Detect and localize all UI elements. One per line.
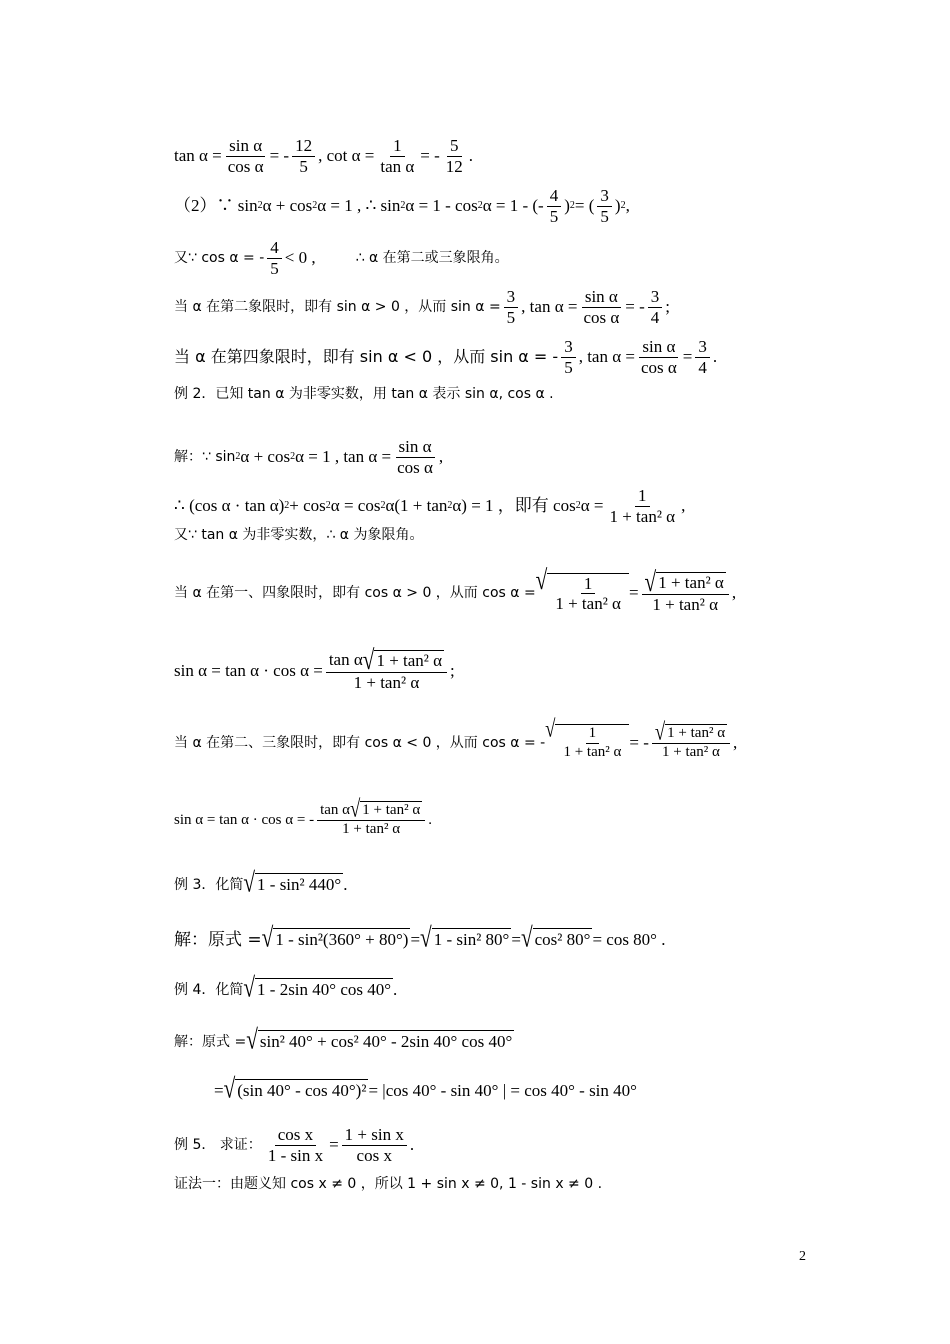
example-4-solution-step2 xyxy=(214,1072,637,1105)
sin-result-negative xyxy=(174,795,432,838)
square-root xyxy=(545,716,629,761)
denominator: 1 + tan² α xyxy=(555,594,621,614)
radical-sign-icon: √ xyxy=(362,644,375,676)
text: + cos xyxy=(289,496,326,516)
fraction xyxy=(326,644,447,692)
fraction xyxy=(342,1125,407,1165)
example-3-solution xyxy=(174,921,666,954)
radical-sign-icon: √ xyxy=(644,566,657,598)
numerator: 3 xyxy=(561,337,576,358)
text: 例 4．化简 xyxy=(174,981,244,998)
proof-method-1 xyxy=(174,1173,602,1195)
square-root xyxy=(261,921,411,954)
text: . xyxy=(343,874,348,894)
numerator: 1 xyxy=(586,725,600,743)
numerator: 1 xyxy=(635,486,650,507)
text: α(1 + tan xyxy=(385,496,448,516)
text: ) xyxy=(614,196,621,216)
text: , xyxy=(731,583,737,603)
example-4-solution-step1 xyxy=(174,1023,514,1056)
text: ∴ α 在第二或三象限角。 xyxy=(355,250,509,267)
example-3-title xyxy=(174,866,348,899)
text: tan α = xyxy=(174,146,222,166)
denominator: 1 + tan² α xyxy=(652,594,718,614)
exponent: 2 xyxy=(257,200,263,212)
example-4-title xyxy=(174,971,398,1004)
exponent: 2 xyxy=(575,500,581,512)
text: = |cos 40° - sin 40° | = cos 40° - sin 40° xyxy=(368,1080,637,1100)
exponent: 2 xyxy=(569,200,575,212)
numerator-text: tan α xyxy=(320,801,350,818)
text: , xyxy=(681,496,686,516)
exponent: 2 xyxy=(290,451,296,463)
numerator: 4 xyxy=(267,238,282,259)
exponent: 2 xyxy=(447,500,453,512)
radicand: 1 + tan² α xyxy=(376,651,443,671)
numerator: cos x xyxy=(275,1125,316,1146)
text: sin α = tan α · cos α = - xyxy=(174,811,315,828)
numerator: sin α xyxy=(226,136,265,157)
radicand: 1 + tan² α xyxy=(667,725,726,741)
text: = xyxy=(329,1135,339,1155)
text: 解：∵ sin xyxy=(174,449,236,466)
radicand: 1 - sin² 440° xyxy=(257,875,342,894)
text: , cot α = xyxy=(318,146,375,166)
text: , tan α = xyxy=(521,297,578,317)
fraction xyxy=(561,337,576,377)
denominator: tan α xyxy=(380,156,415,176)
text: , tan α = xyxy=(578,347,635,367)
square-root xyxy=(246,1023,514,1056)
text: 当 α 在第四象限时，即有 sin α < 0 ，从而 sin α = - xyxy=(174,347,559,367)
fraction xyxy=(443,136,466,176)
square-root xyxy=(520,921,592,954)
text: = - xyxy=(629,732,649,752)
exponent: 2 xyxy=(477,200,483,212)
numerator: 1 + sin x xyxy=(342,1125,407,1146)
numerator: 3 xyxy=(648,287,663,308)
text: ∴ (cos α · tan α) xyxy=(174,496,285,516)
fraction xyxy=(606,486,678,526)
text: 当 α 在第二、三象限时，即有 cos α < 0 ，从而 cos α = - xyxy=(174,734,546,751)
denominator: 5 xyxy=(549,206,559,226)
text: . xyxy=(428,811,432,828)
text: , xyxy=(625,196,630,216)
text: ; xyxy=(665,297,670,317)
denominator: cos α xyxy=(227,156,264,176)
denominator: 1 - sin x xyxy=(267,1145,324,1165)
radical-sign-icon: √ xyxy=(545,716,556,744)
text: α = 1 , tan α = xyxy=(295,447,392,467)
numerator: 12 xyxy=(292,136,315,157)
radicand: 1 - sin² 80° xyxy=(433,930,510,949)
text: = cos 80° . xyxy=(592,929,666,949)
text: 解：原式 = xyxy=(174,929,262,950)
text: = - xyxy=(420,146,440,166)
exponent: 2 xyxy=(400,200,406,212)
radicand: (sin 40° - cos 40°)² xyxy=(237,1081,367,1100)
text: . xyxy=(468,146,474,166)
text: < 0 , xyxy=(284,248,316,268)
denominator: 1 + tan² α xyxy=(662,743,720,760)
text: 例 5． 求证： xyxy=(174,1137,262,1154)
text: = xyxy=(410,929,421,949)
denominator: cos α xyxy=(583,307,620,327)
fraction xyxy=(292,136,315,176)
numerator: sin α xyxy=(582,287,621,308)
exponent: 2 xyxy=(235,451,241,463)
exponent: 2 xyxy=(620,200,626,212)
fraction xyxy=(504,287,519,327)
denominator: 1 + tan² α xyxy=(353,672,420,692)
text: α + cos xyxy=(240,447,291,467)
denominator: 1 + tan² α xyxy=(342,820,401,837)
denominator: 12 xyxy=(445,156,463,176)
exponent: 2 xyxy=(312,200,318,212)
text: = - xyxy=(269,146,290,166)
numerator: 3 xyxy=(695,337,710,358)
case-first-fourth xyxy=(174,563,737,614)
square-root xyxy=(535,563,629,614)
line-second-quadrant xyxy=(174,287,670,327)
page-number: 2 xyxy=(799,1249,806,1264)
text: ) xyxy=(564,196,570,216)
radical-sign-icon: √ xyxy=(654,718,666,746)
text: 又∵ cos α = - xyxy=(174,250,265,267)
text: = xyxy=(214,1080,224,1100)
radical-sign-icon: √ xyxy=(223,1072,236,1105)
text: , xyxy=(438,447,444,467)
radical-sign-icon: √ xyxy=(261,921,274,954)
fraction xyxy=(648,287,663,327)
denominator: 1 + tan² α xyxy=(609,506,676,526)
numerator: 3 xyxy=(597,186,612,207)
example-2-solution-start xyxy=(174,437,443,477)
fraction xyxy=(597,186,612,226)
text: （2）∵ sin xyxy=(174,196,258,216)
text: 当 α 在第二象限时，即有 sin α > 0 ，从而 sin α = xyxy=(174,299,501,316)
denominator: 4 xyxy=(650,307,660,327)
exponent: 2 xyxy=(325,500,331,512)
square-root xyxy=(243,866,343,899)
text: α) = 1 ，即有 cos xyxy=(452,496,576,516)
line-tan-cot xyxy=(174,136,473,176)
square-root xyxy=(243,971,393,1004)
numerator: sin α xyxy=(639,337,678,358)
case-second-third xyxy=(174,716,738,761)
line-fourth-quadrant xyxy=(174,337,717,377)
fraction xyxy=(267,238,282,278)
exponent: 2 xyxy=(284,500,290,512)
numerator: sin α xyxy=(396,437,435,458)
text: α = cos xyxy=(330,496,381,516)
quadrant-note xyxy=(174,524,423,546)
text: 例 3．化简 xyxy=(174,876,244,893)
radical-sign-icon: √ xyxy=(535,563,548,596)
radicand: 1 + tan² α xyxy=(362,802,421,818)
sin-result-positive xyxy=(174,644,455,692)
text: ; xyxy=(450,661,455,681)
fraction xyxy=(265,1125,326,1165)
fraction xyxy=(580,287,622,327)
text: 又∵ tan α 为非零实数，∴ α 为象限角。 xyxy=(174,527,424,543)
denominator: 5 xyxy=(270,258,279,278)
fraction xyxy=(638,337,680,377)
line-part-2 xyxy=(174,186,630,226)
radical-sign-icon: √ xyxy=(243,866,256,899)
denominator: 5 xyxy=(564,357,573,377)
numerator: 1 xyxy=(390,136,405,157)
radical-sign-icon: √ xyxy=(246,1023,258,1056)
denominator: 1 + tan² α xyxy=(563,743,622,760)
radical-sign-icon: √ xyxy=(243,971,256,1004)
text: α + cos xyxy=(262,196,313,216)
radical-sign-icon: √ xyxy=(420,921,432,954)
denominator: 5 xyxy=(299,156,308,176)
text: 当 α 在第一、四象限时，即有 cos α > 0 ，从而 cos α = xyxy=(174,585,536,602)
fraction xyxy=(377,136,417,176)
numerator: 5 xyxy=(447,136,462,157)
fraction xyxy=(225,136,267,176)
fraction xyxy=(547,186,562,226)
radicand: 1 - sin²(360° + 80°) xyxy=(275,930,409,949)
fraction xyxy=(317,795,425,838)
radical-sign-icon: √ xyxy=(520,921,533,954)
denominator: cos α xyxy=(397,457,433,477)
cos-squared-derivation xyxy=(174,486,685,526)
fraction xyxy=(695,337,710,377)
text: α = xyxy=(580,496,604,516)
denominator: 4 xyxy=(698,357,707,377)
denominator: 5 xyxy=(506,307,516,327)
text: sin α = tan α · cos α = xyxy=(174,661,323,681)
text: = xyxy=(682,347,693,367)
text: . xyxy=(712,347,718,367)
line-cos-negative xyxy=(174,238,509,278)
numerator: 3 xyxy=(504,287,519,308)
text: 解：原式 = xyxy=(174,1033,247,1050)
text: α = 1 - (- xyxy=(482,196,544,216)
radicand: cos² 80° xyxy=(534,930,591,949)
denominator: cos x xyxy=(356,1145,392,1165)
text: 证法一：由题义知 cos x ≠ 0 ，所以 1 + sin x ≠ 0, 1 - sin x ≠ 0 . xyxy=(174,1176,603,1192)
radical-sign-icon: √ xyxy=(350,795,361,823)
radicand: 1 - 2sin 40° cos 40° xyxy=(257,980,392,999)
numerator-text: tan α xyxy=(328,650,363,669)
example-5-title xyxy=(174,1125,414,1165)
denominator: cos α xyxy=(640,357,677,377)
numerator: 1 xyxy=(581,574,596,595)
example-2-title xyxy=(174,383,554,405)
fraction xyxy=(394,437,436,477)
text: α = 1 , ∴ sin xyxy=(317,196,401,216)
text: , xyxy=(733,732,738,752)
text: 例 2．已知 tan α 为非零实数，用 tan α 表示 sin α, cos α . xyxy=(174,386,554,402)
exponent: 2 xyxy=(380,500,386,512)
fraction xyxy=(642,566,729,614)
text: . xyxy=(393,979,398,999)
text: = ( xyxy=(574,196,595,216)
numerator: 4 xyxy=(547,186,562,207)
radicand: sin² 40° + cos² 40° - 2sin 40° cos 40° xyxy=(259,1032,513,1051)
text: . xyxy=(409,1135,415,1155)
text: = - xyxy=(625,297,645,317)
text: α = 1 - cos xyxy=(405,196,478,216)
fraction xyxy=(652,718,730,761)
square-root xyxy=(223,1072,369,1105)
text: = xyxy=(511,929,521,949)
radicand: 1 + tan² α xyxy=(658,573,724,593)
denominator: 5 xyxy=(600,206,609,226)
square-root xyxy=(420,921,511,954)
text: = xyxy=(628,583,639,603)
